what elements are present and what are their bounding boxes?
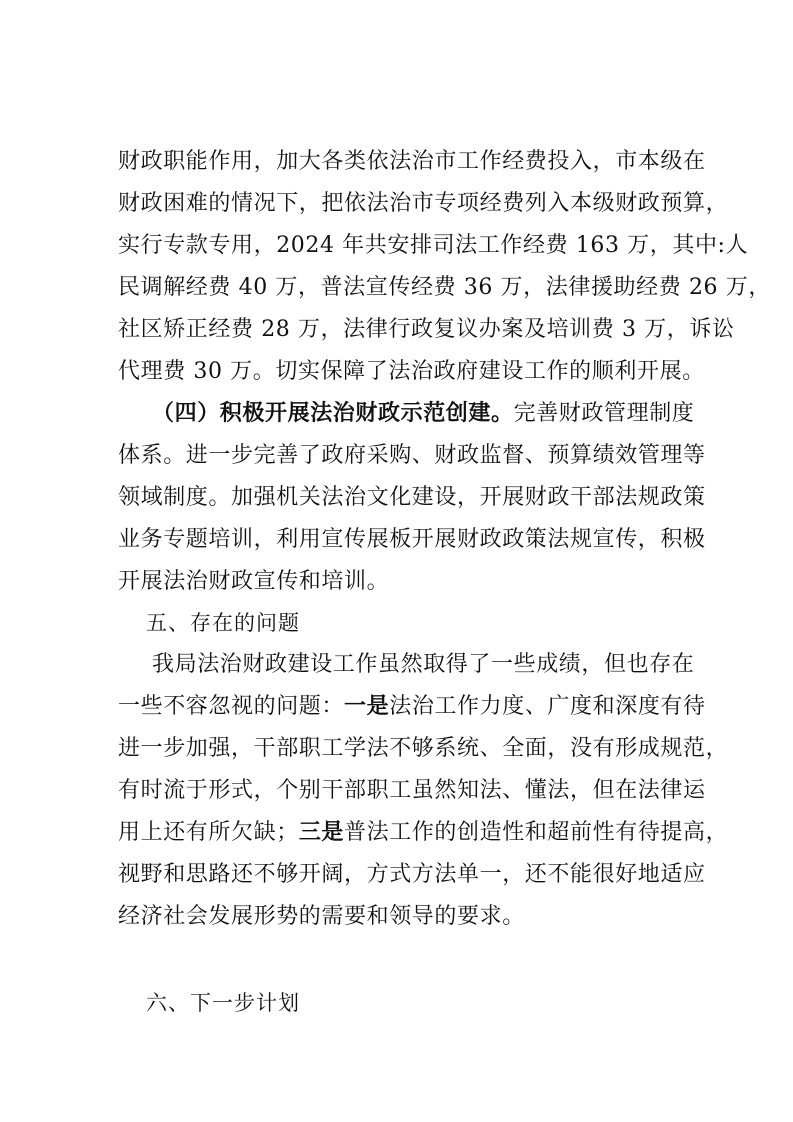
paragraph-line: 经济社会发展形势的需要和领导的要求。 [118, 904, 525, 929]
paragraph-text: 一些不容忽视的问题： [118, 694, 345, 719]
paragraph-text: 普法工作的创造性和超前性有待提高， [344, 820, 729, 845]
paragraph-text: 法治工作力度、广度和深度有待 [389, 694, 706, 719]
section-heading: 六、下一步计划 [146, 991, 300, 1015]
paragraph-line [118, 692, 706, 722]
subsection-title: （四）积极开展法治财政示范创建。 [152, 401, 514, 426]
paragraph-line: 我局法治财政建设工作虽然取得了一些成绩，但也存在 [152, 652, 695, 677]
paragraph-line: 民调解经费 40 万，普法宣传经费 36 万，法律援助经费 26 万， [118, 275, 771, 300]
emphasis-text: 一是 [344, 694, 390, 719]
paragraph-line: 财政职能作用，加大各类依法治市工作经费投入，市本级在 [118, 149, 706, 174]
paragraph-line: 实行专款专用，2024 年共安排司法工作经费 163 万，其中:人 [118, 233, 749, 258]
emphasis-text: 三是 [298, 820, 345, 845]
paragraph-line: 代理费 30 万。切实保障了法治政府建设工作的顺利开展。 [118, 359, 705, 384]
paragraph-line: 财政困难的情况下，把依法治市专项经费列入本级财政预算， [118, 191, 729, 216]
paragraph-line: 有时流于形式，个别干部职工虽然知法、懂法，但在法律运 [118, 778, 706, 803]
section-heading: 五、存在的问题 [146, 611, 300, 635]
paragraph-text: 完善财政管理制度 [513, 401, 695, 426]
paragraph-text: 用上还有所欠缺； [118, 820, 299, 845]
paragraph-line: 开展法治财政宣传和培训。 [118, 569, 390, 594]
paragraph-line: 视野和思路还不够开阔，方式方法单一，还不能很好地适应 [118, 862, 706, 887]
paragraph-line: 社区矫正经费 28 万，法律行政复议办案及培训费 3 万，诉讼 [118, 317, 735, 342]
paragraph-line [118, 818, 729, 848]
paragraph-line: 进一步加强，干部职工学法不够系统、全面，没有形成规范， [118, 736, 729, 761]
paragraph-line [152, 399, 695, 429]
paragraph-line: 领域制度。加强机关法治文化建设，开展财政干部法规政策 [118, 485, 706, 510]
paragraph-line: 体系。进一步完善了政府采购、财政监督、预算绩效管理等 [118, 443, 706, 468]
paragraph-line: 业务专题培训，利用宣传展板开展财政政策法规宣传，积极 [118, 527, 706, 552]
